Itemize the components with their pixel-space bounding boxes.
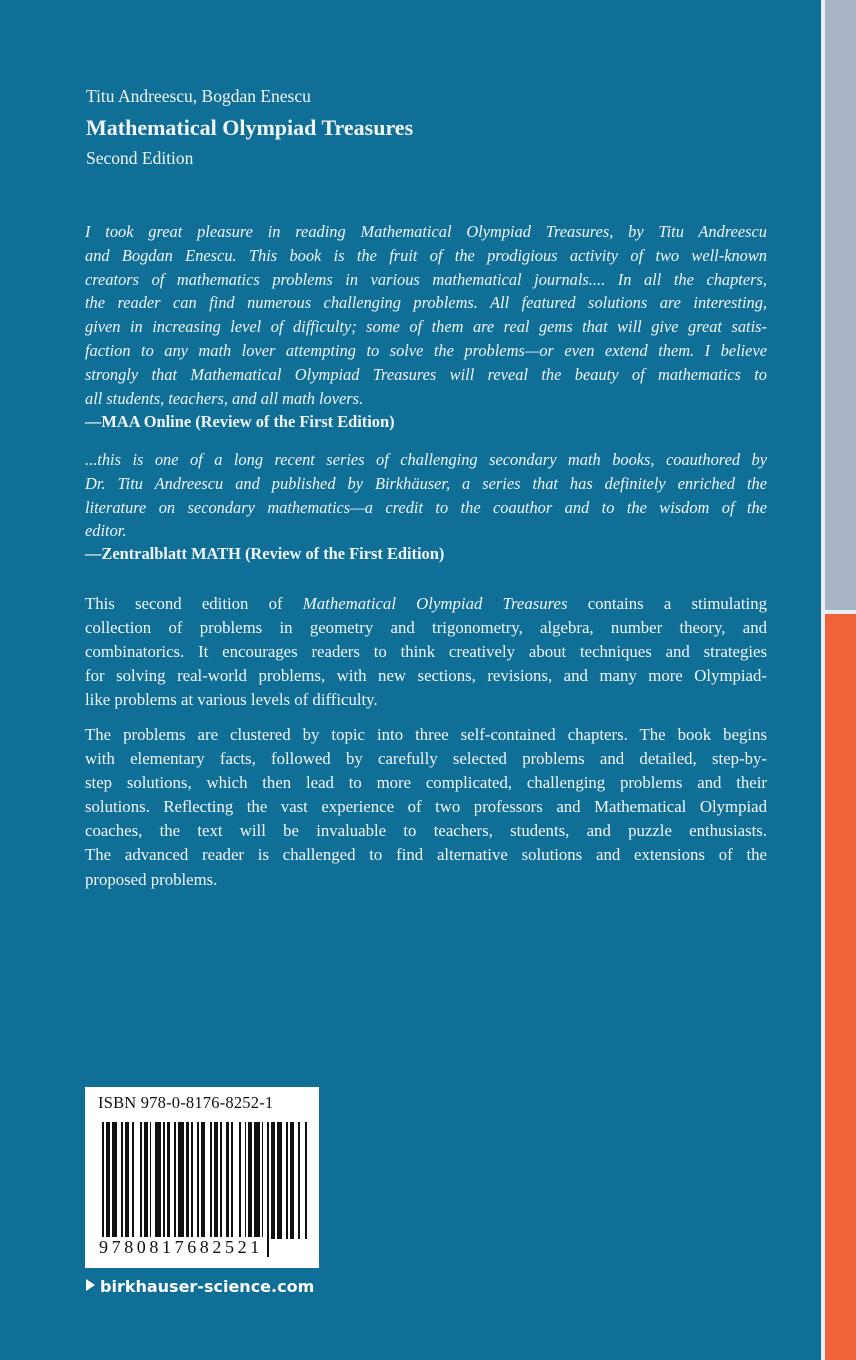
review-attribution-zentralblatt: —Zentralblatt MATH (Review of the First Edition): [85, 544, 445, 563]
description-paragraph-1: [85, 592, 767, 712]
barcode-bar: [277, 1122, 283, 1239]
barcode-bar: [163, 1122, 165, 1239]
barcode-bar: [290, 1122, 294, 1239]
text-line: combinatorics. It encourages readers to think creatively about techniques and strategies: [85, 642, 767, 662]
description-line: [85, 592, 767, 616]
text-line: literature on secondary mathematics—a credit to the coauthor and to the wisdom of the: [85, 497, 767, 517]
text-line: The problems are clustered by topic into three self-contained chapters. The book begins: [85, 725, 767, 744]
barcode-bar: [167, 1122, 171, 1239]
authors: Titu Andreescu, Bogdan Enescu: [86, 86, 311, 106]
barcode-bar: [254, 1122, 260, 1239]
book-title: Mathematical Olympiad Treasures: [86, 115, 414, 140]
spine-strip-gray: [825, 0, 856, 610]
text-line: proposed problems.: [85, 869, 218, 889]
barcode-bar: [132, 1122, 134, 1239]
barcode-bar: [239, 1122, 241, 1239]
edition: Second Edition: [86, 148, 194, 168]
barcode-bar: [121, 1122, 123, 1239]
publisher-website: [86, 1277, 314, 1296]
barcode-bar: [150, 1122, 152, 1239]
arrow-right-icon: [86, 1279, 95, 1291]
text-line: all students, teachers, and all math lovers.: [85, 388, 364, 408]
book-title-italic: Mathematical Olympiad Treasures: [302, 594, 568, 613]
text-line: faction to any math lover attempting to solve the problems—or even extend them. I believe: [85, 340, 767, 360]
barcode-digits-text: 9780817682521: [99, 1237, 263, 1257]
text-line: collection of problems in geometry and trigonometry, algebra, number theory, and: [85, 618, 767, 638]
barcode-bar: [178, 1122, 184, 1239]
review-quote-maa: [85, 220, 767, 410]
barcode-bar: [271, 1122, 275, 1239]
text-line: like problems at various levels of difficulty.: [85, 690, 378, 710]
text-line: The advanced reader is challenged to find alternative solutions and extensions of the: [85, 845, 767, 865]
barcode-bar: [286, 1122, 288, 1239]
review-quote-zentralblatt: [85, 448, 767, 543]
barcode-bar: [248, 1122, 252, 1239]
text-line: and Bogdan Enescu. This book is the fruit of the prodigious activity of two well-known: [85, 245, 767, 265]
barcode-bar: [226, 1122, 230, 1239]
text-line: solutions. Reflecting the vast experience of two professors and Mathematical Olympiad: [85, 797, 767, 817]
barcode-bar: [298, 1122, 300, 1239]
barcode-bar: [231, 1122, 233, 1239]
text-line: given in increasing level of difficulty; some of them are real gems that will give great satis-: [85, 317, 767, 337]
barcode-bar: [214, 1122, 218, 1239]
text-line: with elementary facts, followed by carefully selected problems and detailed, step-by-: [85, 749, 767, 769]
description-paragraph-2: [85, 723, 767, 892]
text-line: ...this is one of a long recent series of challenging secondary math books, coauthored by: [85, 450, 767, 469]
barcode-bar: [220, 1122, 222, 1239]
isbn-text: ISBN 978-0-8176-8252-1: [98, 1093, 274, 1112]
barcode-bar: [245, 1122, 247, 1239]
barcode-bar: [125, 1122, 129, 1239]
barcode-digits: [98, 1237, 264, 1258]
text-line: creators of mathematics problems in various mathematical journals.... In all the chapters,: [85, 269, 767, 289]
review-attribution-maa: —MAA Online (Review of the First Edition): [85, 412, 395, 431]
barcode-bar: [112, 1122, 118, 1239]
website-text: birkhauser-science.com: [100, 1277, 315, 1296]
barcode-bar: [144, 1122, 148, 1239]
barcode-bar: [201, 1122, 205, 1239]
barcode-bar: [267, 1122, 269, 1257]
text: contains a stimulating: [567, 594, 767, 613]
text-line: the reader can find numerous challenging problems. All featured solutions are interesting,: [85, 293, 767, 313]
text-line: editor.: [85, 521, 127, 541]
text: This second edition of: [85, 594, 303, 613]
text-line: I took great pleasure in reading Mathematical Olympiad Treasures, by Titu Andreescu: [85, 222, 767, 241]
text-line: Dr. Titu Andreescu and published by Birkhäuser, a series that has definitely enriched the: [85, 473, 767, 493]
text-line: for solving real-world problems, with new sections, revisions, and many more Olympiad-: [85, 666, 767, 686]
spine-strip-orange: [825, 614, 856, 1360]
barcode-bar: [210, 1122, 212, 1239]
barcode-bar: [305, 1122, 307, 1239]
description-lines: [85, 616, 767, 712]
isbn-barcode: [85, 1087, 319, 1268]
text-line: coaches, the text will be invaluable to teachers, students, and puzzle enthusiasts.: [85, 821, 767, 841]
barcode-bar: [140, 1122, 142, 1239]
barcode-bar: [197, 1122, 199, 1239]
barcode-bar: [174, 1122, 176, 1239]
text-line: step solutions, which then lead to more complicated, challenging problems and their: [85, 773, 767, 793]
text-line: strongly that Mathematical Olympiad Treasures will reveal the beauty of mathematics to: [85, 364, 767, 384]
barcode-bar: [155, 1122, 161, 1239]
